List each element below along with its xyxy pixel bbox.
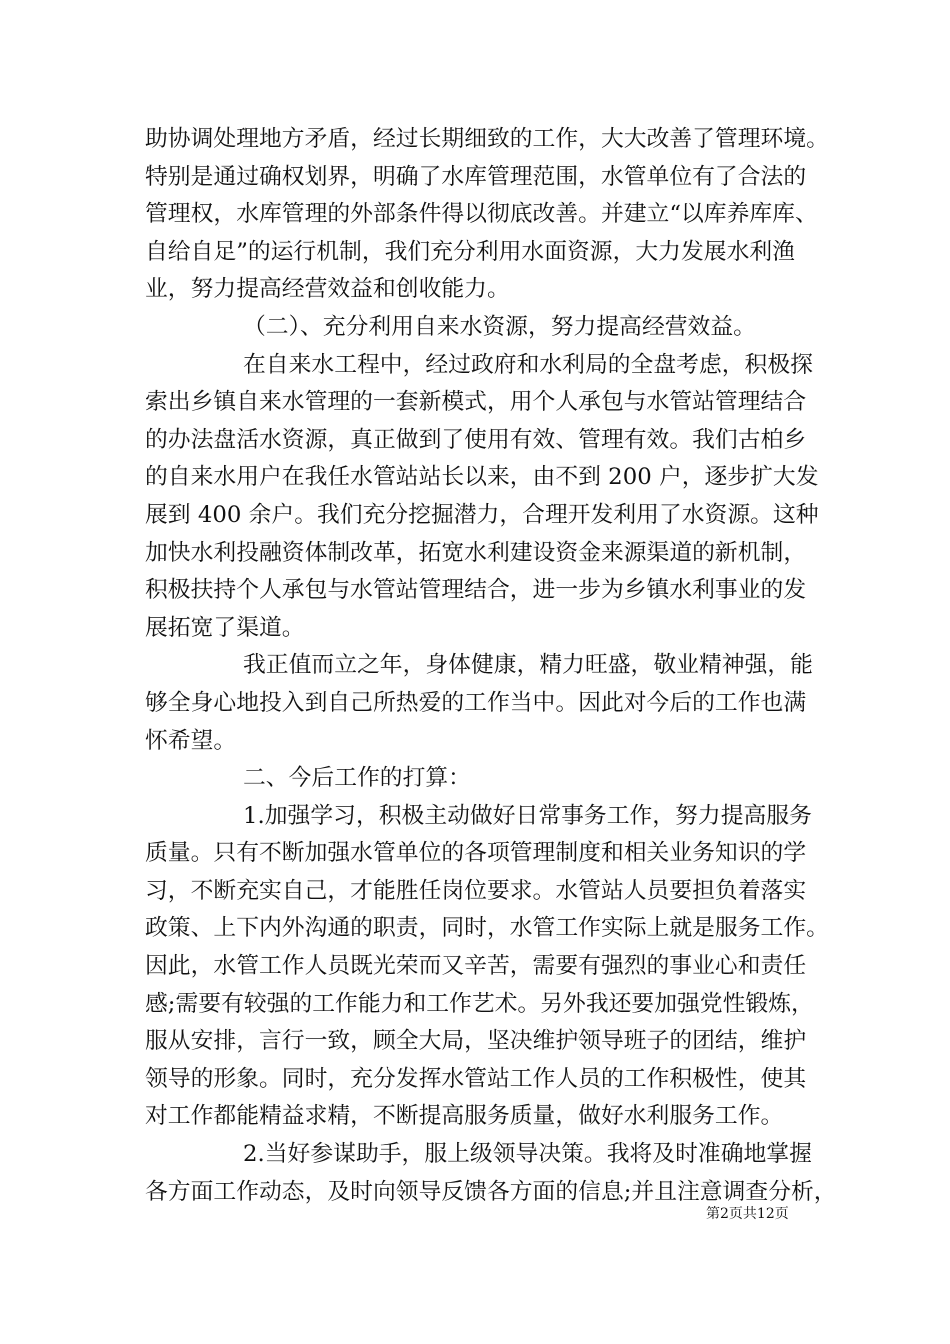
text-line: 自给自足”的运行机制，我们充分利用水面资源，大力发展水利渔 [145, 238, 795, 265]
text-line: 2.当好参谋助手，服上级领导决策。我将及时准确地掌握 [243, 1141, 812, 1168]
text-line: 积极扶持个人承包与水管站管理结合，进一步为乡镇水利事业的发 [145, 577, 807, 604]
text-line: 怀希望。 [145, 727, 237, 754]
text-line: 展拓宽了渠道。 [145, 614, 305, 641]
text-line: 够全身心地投入到自己所热爱的工作当中。因此对今后的工作也满 [145, 689, 807, 716]
text-line: （二）、充分利用自来水资源，努力提高经营效益。 [243, 313, 756, 340]
text-line: 1.加强学习，积极主动做好日常事务工作，努力提高服务 [243, 802, 812, 829]
text-line: 质量。只有不断加强水管单位的各项管理制度和相关业务知识的学 [145, 840, 807, 867]
text-line: 管理权，水库管理的外部条件得以彻底改善。并建立“以库养库库、 [145, 201, 818, 228]
text-line: 因此，水管工作人员既光荣而又辛苦，需要有强烈的事业心和责任 [145, 953, 807, 980]
paragraph [145, 760, 845, 798]
text-line: 二、今后工作的打算： [243, 765, 471, 792]
text-line: 特别是通过确权划界，明确了水库管理范围，水管单位有了合法的 [145, 163, 807, 190]
paragraph [145, 798, 845, 1136]
text-line: 助协调处理地方矛盾，经过长期细致的工作，大大改善了管理环境。 [145, 126, 829, 152]
text-line: 加快水利投融资体制改革，拓宽水利建设资金来源渠道的新机制， [145, 539, 807, 566]
paragraph [145, 347, 845, 648]
text-line: 业，努力提高经营效益和创收能力。 [145, 276, 510, 303]
text-line: 的自来水用户在我任水管站站长以来，由不到 200 户，逐步扩大发 [145, 464, 819, 491]
paragraph [145, 309, 845, 347]
page-footer: 第2页共12页 [706, 1206, 789, 1222]
text-line: 领导的形象。同时，充分发挥水管站工作人员的工作积极性，使其 [145, 1065, 807, 1092]
paragraph [145, 647, 845, 760]
text-line: 我正值而立之年，身体健康，精力旺盛，敬业精神强，能 [243, 652, 813, 679]
text-line: 感;需要有较强的工作能力和工作艺术。另外我还要加强党性锻炼， [145, 990, 814, 1017]
document-body [145, 121, 845, 1211]
text-line: 服从安排，言行一致，顾全大局，坚决维护领导班子的团结，维护 [145, 1028, 807, 1055]
text-line: 习，不断充实自己，才能胜任岗位要求。水管站人员要担负着落实 [145, 877, 807, 904]
text-line: 政策、上下内外沟通的职责，同时，水管工作实际上就是服务工作。 [145, 915, 829, 942]
text-line: 的办法盘活水资源，真正做到了使用有效、管理有效。我们古柏乡 [145, 426, 807, 453]
text-line: 各方面工作动态，及时向领导反馈各方面的信息;并且注意调查分析， [145, 1178, 837, 1205]
paragraph [145, 121, 845, 309]
text-line: 展到 400 余户。我们充分挖掘潜力，合理开发利用了水资源。这种 [145, 501, 819, 528]
text-line: 对工作都能精益求精，不断提高服务质量，做好水利服务工作。 [145, 1103, 784, 1130]
text-line: 索出乡镇自来水管理的一套新模式，用个人承包与水管站管理结合 [145, 389, 807, 416]
text-line: 在自来水工程中，经过政府和水利局的全盘考虑，积极探 [243, 351, 813, 378]
paragraph [145, 1136, 845, 1211]
